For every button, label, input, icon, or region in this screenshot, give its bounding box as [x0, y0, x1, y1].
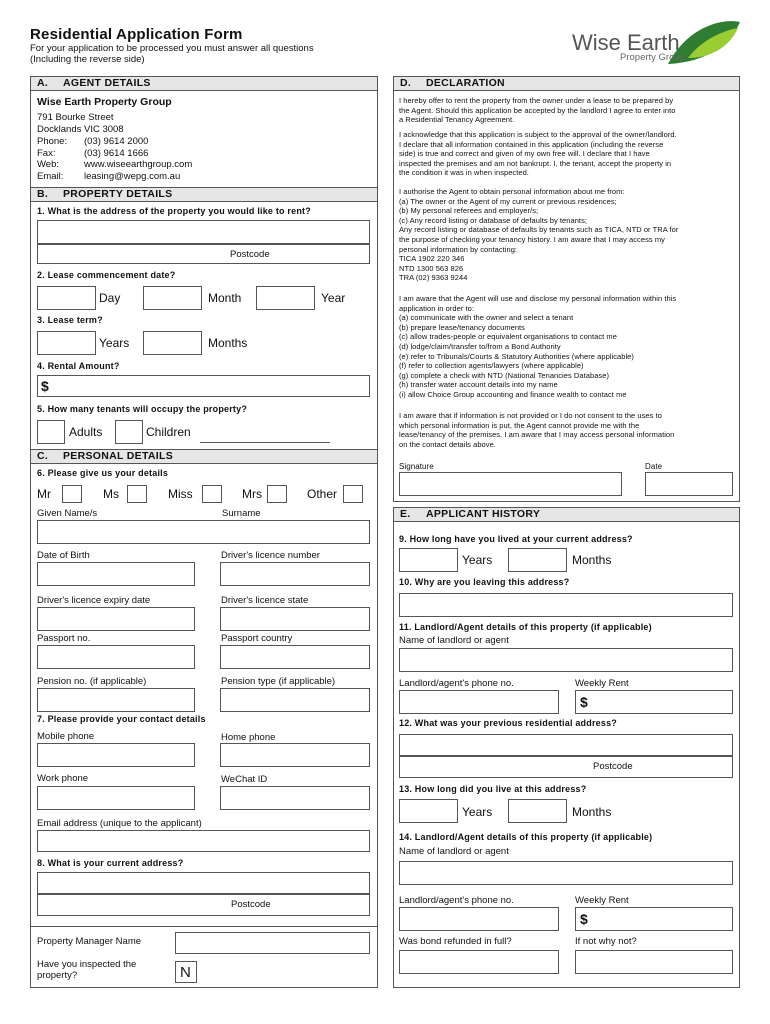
section-letter: D.	[400, 77, 412, 89]
agent-address-2: Docklands VIC 3008	[37, 124, 124, 135]
agent-email[interactable]: leasing@wepg.com.au	[84, 171, 181, 182]
landlord-phone-label: Landlord/agent's phone no.	[399, 895, 514, 906]
wechat-input[interactable]	[220, 786, 370, 810]
current-postcode-row[interactable]	[37, 894, 370, 916]
web-label: Web:	[37, 159, 60, 170]
landlord-name-label: Name of landlord or agent	[399, 635, 509, 646]
weekly-rent-label: Weekly Rent	[575, 895, 629, 906]
mobile-input[interactable]	[37, 743, 195, 767]
agent-address-1: 791 Bourke Street	[37, 112, 114, 123]
phone-label: Phone:	[37, 136, 68, 147]
title-other-label: Other	[307, 487, 338, 501]
declaration-line: the purpose of checking your tenancy history. I am aware that I may access my	[399, 234, 665, 244]
declaration-line: side) is true and correct and given of my own free will. I declare that I have	[399, 149, 650, 159]
section-c-header	[30, 449, 378, 464]
declaration-line: (i) allow Choice Group accounting and finance wealth to contact me	[399, 389, 627, 399]
property-postcode-row[interactable]	[37, 244, 370, 264]
years-label: Years	[462, 805, 493, 819]
day-label: Day	[99, 291, 121, 305]
section-a-header	[30, 76, 378, 91]
question-13: 13. How long did you live at this address?	[399, 784, 587, 794]
dollar-sign: $	[41, 378, 49, 394]
signature-label: Signature	[399, 462, 434, 471]
section-d-header	[393, 76, 740, 91]
licence-number-label: Driver's licence number	[221, 550, 320, 561]
declaration-line: TRA (02) 9363 9244	[399, 273, 468, 283]
years-label: Years	[99, 336, 130, 350]
dollar-sign: $	[580, 694, 588, 710]
mobile-label: Mobile phone	[37, 731, 95, 742]
previous-address-input[interactable]	[399, 734, 733, 756]
declaration-line: (a) communicate with the owner and select a tenant	[399, 313, 574, 323]
inspected-label-2: property?	[37, 970, 78, 981]
declaration-line: (a) The owner or the Agent of my current or previous residences;	[399, 196, 617, 206]
declaration-line: Any record listing or database of defaults by tenants such as TICA, NTD or TRA for	[399, 225, 679, 235]
divider	[30, 926, 378, 927]
lived-years-input[interactable]	[399, 548, 458, 572]
declaration-paragraph-3	[399, 187, 737, 283]
question-14: 14. Landlord/Agent details of this property (if applicable)	[399, 832, 653, 842]
title-mr-label: Mr	[37, 487, 51, 501]
section-title: APPLICANT HISTORY	[426, 508, 541, 520]
subtitle-line: (Including the reverse side)	[30, 54, 145, 65]
declaration-line: personal information by contacting:	[399, 244, 518, 254]
declaration-line: the condition it was in when inspected.	[399, 168, 529, 178]
question-10: 10. Why are you leaving this address?	[399, 577, 570, 587]
declaration-line: lease/tenancy of the premises. I am aware that I may access personal information	[399, 430, 675, 440]
declaration-line: (b) My personal referees and employer/s;	[399, 206, 539, 216]
children-label: Children	[146, 425, 191, 439]
question-11: 11. Landlord/Agent details of this property (if applicable)	[399, 622, 652, 632]
home-phone-input[interactable]	[220, 743, 370, 767]
form-title: Residential Application Form	[30, 26, 243, 43]
weekly-rent-input[interactable]	[575, 690, 733, 714]
bond-refunded-input[interactable]	[399, 950, 559, 974]
landlord-name-input[interactable]	[399, 648, 733, 672]
postcode-label: Postcode	[593, 761, 633, 772]
landlord-name-label: Name of landlord or agent	[399, 846, 509, 857]
title-mr-checkbox[interactable]	[62, 485, 82, 503]
property-address-input[interactable]	[37, 220, 370, 244]
property-manager-label: Property Manager Name	[37, 936, 142, 947]
question-8: 8. What is your current address?	[37, 858, 184, 868]
declaration-line: inspected the premises and am not bankrupt. I, the tenant, accept the property in	[399, 158, 672, 168]
previous-postcode-row[interactable]	[399, 756, 733, 778]
declaration-line: I am aware that the Agent will use and disclose my personal information within this	[399, 294, 677, 303]
adults-label: Adults	[69, 425, 103, 439]
pension-type-input[interactable]	[220, 688, 370, 712]
declaration-line: (e) refer to Tribunals/Courts & Statutory Authorities (where applicable)	[399, 351, 634, 361]
wechat-label: WeChat ID	[221, 774, 268, 785]
section-e-header	[393, 507, 740, 522]
title-ms-checkbox[interactable]	[127, 485, 147, 503]
agent-fax: (03) 9614 1666	[84, 148, 149, 159]
title-miss-checkbox[interactable]	[202, 485, 222, 503]
months-label: Months	[208, 336, 248, 350]
licence-number-input[interactable]	[220, 562, 370, 586]
declaration-line: I hereby offer to rent the property from the owner under a lease to be prepared by	[399, 96, 674, 105]
agent-web[interactable]: www.wiseearthgroup.com	[84, 159, 193, 170]
postcode-label: Postcode	[230, 249, 270, 260]
rental-amount-input[interactable]	[37, 375, 370, 397]
passport-number-label: Passport no.	[37, 633, 91, 644]
licence-state-input[interactable]	[220, 607, 370, 631]
question-2: 2. Lease commencement date?	[37, 270, 176, 280]
months-label: Months	[572, 805, 612, 819]
month-label: Month	[208, 291, 242, 305]
email-address-input[interactable]	[37, 830, 370, 852]
declaration-line: I authorise the Agent to obtain personal information about me from:	[399, 187, 625, 196]
declaration-line: I declare that all information contained in this application (including the reverse	[399, 139, 664, 149]
licence-expiry-label: Driver's licence expiry date	[37, 595, 151, 606]
postcode-label: Postcode	[231, 899, 271, 910]
declaration-line: (c) allow trades-people or equivalent organisations to contact me	[399, 332, 617, 342]
declaration-line: the Agent. Should this application be accepted by the landlord I agree to enter into	[399, 105, 676, 115]
lived-months-input[interactable]	[508, 548, 567, 572]
inspected-input[interactable]	[175, 961, 197, 983]
question-12: 12. What was your previous residential address?	[399, 718, 617, 728]
subtitle-line: For your application to be processed you must answer all questions	[30, 43, 314, 54]
question-7: 7. Please provide your contact details	[37, 714, 206, 724]
month-input[interactable]	[143, 286, 202, 310]
title-mrs-checkbox[interactable]	[267, 485, 287, 503]
landlord-phone-input[interactable]	[399, 690, 559, 714]
form-subtitle	[30, 43, 390, 65]
declaration-line: (g) complete a check with NTD (National Tenancies Database)	[399, 370, 609, 380]
fax-label: Fax:	[37, 148, 56, 159]
section-b-header	[30, 187, 378, 202]
year-input[interactable]	[256, 286, 315, 310]
question-6: 6. Please give us your details	[37, 468, 169, 478]
question-3: 3. Lease term?	[37, 315, 103, 325]
passport-number-input[interactable]	[37, 645, 195, 669]
bond-refunded-label: Was bond refunded in full?	[399, 936, 512, 947]
dob-input[interactable]	[37, 562, 195, 586]
title-miss-label: Miss	[168, 487, 193, 501]
signature-input[interactable]	[399, 472, 622, 496]
declaration-line: (b) prepare lease/tenancy documents	[399, 322, 525, 332]
section-letter: E.	[400, 508, 411, 520]
work-phone-label: Work phone	[37, 773, 89, 784]
lease-months-input[interactable]	[143, 331, 202, 355]
day-input[interactable]	[37, 286, 96, 310]
section-letter: B.	[37, 188, 49, 200]
question-5: 5. How many tenants will occupy the property?	[37, 404, 248, 414]
prev-years-input[interactable]	[399, 799, 458, 823]
prev-months-input[interactable]	[508, 799, 567, 823]
logo-name: Wise Earth	[572, 30, 680, 55]
inspected-value: N	[180, 964, 191, 981]
logo-subtitle: Property Group	[620, 52, 685, 63]
declaration-line: a Residential Tenancy Agreement.	[399, 115, 515, 125]
prev-weekly-rent-input[interactable]	[575, 907, 733, 931]
licence-state-label: Driver's licence state	[221, 595, 309, 606]
section-title: AGENT DETAILS	[63, 77, 151, 89]
declaration-line: I am aware that if information is not provided or I do not consent to the uses to	[399, 411, 662, 420]
declaration-paragraph-2	[399, 130, 737, 178]
section-letter: C.	[37, 450, 49, 462]
prev-landlord-phone-input[interactable]	[399, 907, 559, 931]
passport-country-input[interactable]	[220, 645, 370, 669]
leaving-reason-input[interactable]	[399, 593, 733, 617]
email-label: Email:	[37, 171, 64, 182]
date-input[interactable]	[645, 472, 733, 496]
adults-input[interactable]	[37, 420, 65, 444]
given-name-label: Given Name/s	[37, 508, 98, 519]
email-address-label: Email address (unique to the applicant)	[37, 818, 202, 829]
pension-number-label: Pension no. (if applicable)	[37, 676, 147, 687]
declaration-paragraph-5	[399, 411, 737, 449]
children-input[interactable]	[115, 420, 143, 444]
pension-number-input[interactable]	[37, 688, 195, 712]
agent-phone: (03) 9614 2000	[84, 136, 149, 147]
year-label: Year	[321, 291, 346, 305]
declaration-line: (c) Any record listing or database of defaults by tenants;	[399, 215, 588, 225]
home-phone-label: Home phone	[221, 732, 276, 743]
dob-label: Date of Birth	[37, 550, 90, 561]
surname-label: Surname	[222, 508, 261, 519]
why-not-label: If not why not?	[575, 936, 637, 947]
question-9: 9. How long have you lived at your current address?	[399, 534, 633, 544]
declaration-line: TICA 1902 220 346	[399, 254, 465, 264]
lease-years-input[interactable]	[37, 331, 96, 355]
why-not-input[interactable]	[575, 950, 733, 974]
section-title: DECLARATION	[426, 77, 505, 89]
title-other-checkbox[interactable]	[343, 485, 363, 503]
pension-type-label: Pension type (if applicable)	[221, 676, 336, 687]
section-letter: A.	[37, 77, 49, 89]
declaration-line: NTD 1300 563 826	[399, 263, 464, 273]
passport-country-label: Passport country	[221, 633, 293, 644]
declaration-paragraph-1	[399, 96, 737, 125]
title-ms-label: Ms	[103, 487, 119, 501]
declaration-line: (f) refer to collection agents/lawyers (where applicable)	[399, 361, 584, 371]
dollar-sign: $	[580, 911, 588, 927]
tenants-line	[200, 442, 330, 443]
name-input[interactable]	[37, 520, 370, 544]
declaration-line: (d) lodge/claim/transfer to/from a Bond Authority	[399, 341, 561, 351]
agent-company: Wise Earth Property Group	[37, 96, 172, 108]
property-manager-input[interactable]	[175, 932, 370, 954]
question-1: 1. What is the address of the property you would like to rent?	[37, 206, 311, 216]
date-label: Date	[645, 462, 663, 471]
declaration-line: on the contact details above.	[399, 439, 496, 449]
landlord-phone-label: Landlord/agent's phone no.	[399, 678, 514, 689]
weekly-rent-label: Weekly Rent	[575, 678, 629, 689]
declaration-line: application in order to:	[399, 303, 474, 313]
years-label: Years	[462, 553, 493, 567]
question-4: 4. Rental Amount?	[37, 361, 120, 371]
work-phone-input[interactable]	[37, 786, 195, 810]
licence-expiry-input[interactable]	[37, 607, 195, 631]
section-title: PERSONAL DETAILS	[63, 450, 174, 462]
prev-landlord-name-input[interactable]	[399, 861, 733, 885]
inspected-label: Have you inspected the	[37, 959, 137, 970]
declaration-paragraph-4	[399, 294, 737, 400]
declaration-line: (h) transfer water account details into my name	[399, 380, 558, 390]
months-label: Months	[572, 553, 612, 567]
current-address-input[interactable]	[37, 872, 370, 894]
title-mrs-label: Mrs	[242, 487, 262, 501]
declaration-line: which personal information is put, the Agent cannot provide me with the	[399, 420, 640, 430]
section-title: PROPERTY DETAILS	[63, 188, 173, 200]
declaration-line: I acknowledge that this application is subject to the approval of the owner/landlord.	[399, 130, 677, 139]
